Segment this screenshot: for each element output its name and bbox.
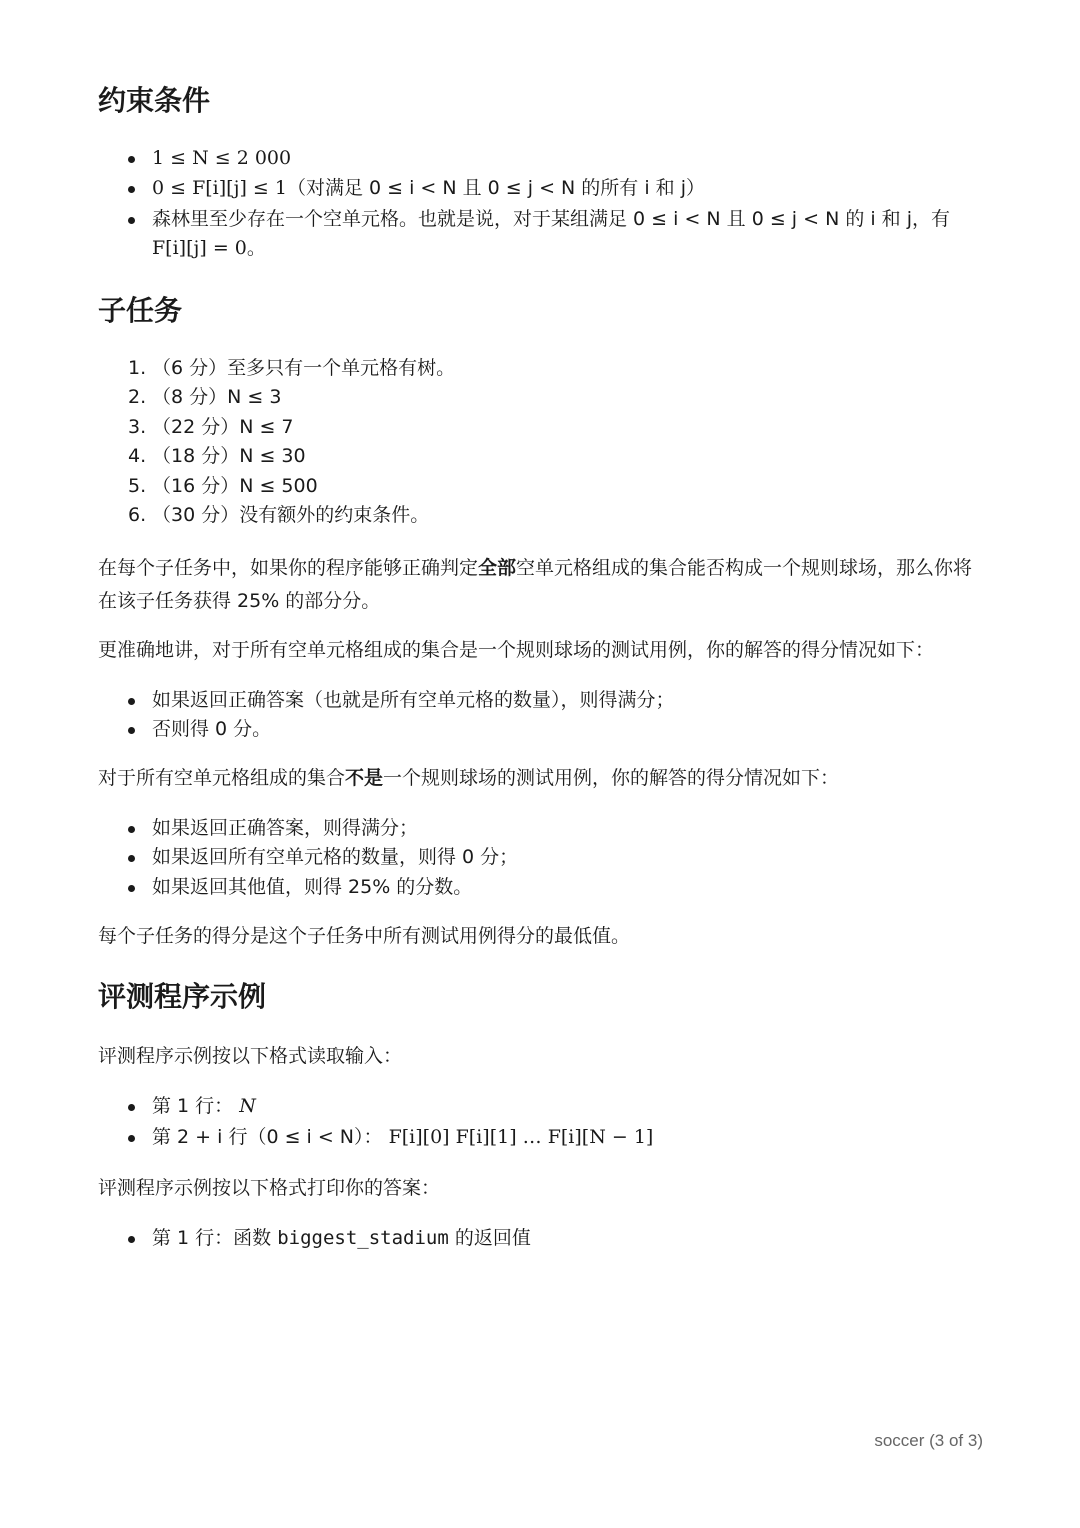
list-item: 否则得 0 分。 [98,715,988,744]
min-score-paragraph: 每个子任务的得分是这个子任务中所有测试用例得分的最低值。 [98,925,631,947]
list-item: 第 1 行： N [98,1092,988,1121]
list-item: 如果返回正确答案，则得满分； [98,814,988,843]
grader-input-intro: 评测程序示例按以下格式读取输入： [98,1045,403,1067]
list-item: 3. （22 分）N ≤ 7 [128,415,294,438]
function-name-code: biggest_stadium [277,1227,449,1249]
list-item: 5. （16 分）N ≤ 500 [128,474,318,497]
scoring-list-b [98,814,988,902]
list-item: 森林里至少存在一个空单元格。也就是说，对于某组满足 0 ≤ i < N 且 0 ≤ j < N 的 i 和 j，有 F[i][j] = 0。 [98,205,988,264]
subtasks-list [98,354,988,531]
list-item: 第 1 行：函数 biggest_stadium 的返回值 [98,1224,988,1253]
list-item: 2. （8 分）N ≤ 3 [128,386,282,409]
list-item: 0 ≤ F[i][j] ≤ 1（对满足 0 ≤ i < N 且 0 ≤ j < N 的所有 i 和 j） [98,174,988,203]
scoring-paragraph: 更准确地讲，对于所有空单元格组成的集合是一个规则球场的测试用例，你的解答的得分情况如下： [98,639,935,661]
list-item: 6. （30 分）没有额外的约束条件。 [128,504,430,527]
list-item: 1. （6 分）至多只有一个单元格有树。 [128,357,456,379]
constraints-list [98,144,988,264]
grader-input-list [98,1092,988,1153]
grader-output-list [98,1224,988,1253]
list-item: 1 ≤ N ≤ 2 000 [98,144,988,173]
list-item: 如果返回其他值，则得 25% 的分数。 [98,873,988,902]
constraints-heading: 约束条件 [98,84,211,117]
grader-output-intro: 评测程序示例按以下格式打印你的答案： [98,1177,441,1199]
subtasks-heading: 子任务 [98,294,183,327]
list-item: 4. （18 分）N ≤ 30 [128,445,306,468]
list-item: 如果返回正确答案（也就是所有空单元格的数量），则得满分； [98,686,988,715]
list-item: 如果返回所有空单元格的数量，则得 0 分； [98,843,988,872]
page-footer: soccer (3 of 3) [874,1431,983,1450]
scoring-paragraph-b: 对于所有空单元格组成的集合不是一个规则球场的测试用例，你的解答的得分情况如下： [98,767,840,789]
list-item: 第 2 + i 行（0 ≤ i < N）： F[i][0] F[i][1] … F[i][N − 1] [98,1123,988,1152]
grader-heading: 评测程序示例 [98,980,267,1013]
scoring-list-a [98,686,988,745]
partial-score-paragraph: 在每个子任务中，如果你的程序能够正确判定全部空单元格组成的集合能否构成一个规则球场，那么你将 在该子任务获得 25% 的部分分。 [98,557,973,612]
